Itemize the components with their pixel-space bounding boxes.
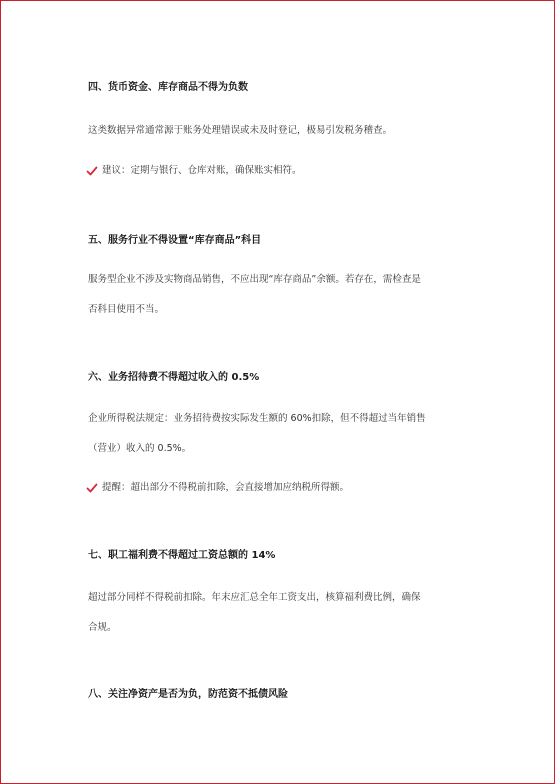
section-4-body — [88, 116, 488, 146]
note-text: 建议：定期与银行、仓库对账，确保账实相符。 — [102, 165, 302, 176]
section-5-body — [88, 265, 488, 325]
section-6-body — [88, 404, 488, 464]
section-heading: 六、业务招待费不得超过收入的 0.5% — [88, 372, 260, 383]
paragraph-line: （营业）收入的 0.5%。 — [88, 443, 192, 454]
paragraph-line: 超过部分同样不得税前扣除。年末应汇总全年工资支出，核算福利费比例，确保 — [88, 592, 421, 603]
section-6-note — [88, 481, 488, 495]
section-7-body — [88, 583, 488, 643]
check-icon — [86, 482, 98, 494]
section-4 — [88, 81, 488, 95]
paragraph: 这类数据异常通常源于账务处理错误或未及时登记，极易引发税务稽查。 — [88, 125, 393, 136]
section-4-note — [88, 164, 488, 178]
section-6 — [88, 371, 488, 385]
section-7 — [88, 549, 488, 563]
paragraph-line: 合规。 — [88, 622, 117, 633]
section-heading: 七、职工福利费不得超过工资总额的 14% — [88, 550, 276, 561]
paragraph-line: 企业所得税法规定：业务招待费按实际发生额的 60%扣除，但不得超过当年销售 — [88, 413, 426, 424]
note-text: 提醒：超出部分不得税前扣除，会直接增加应纳税所得额。 — [102, 482, 350, 493]
check-icon — [86, 165, 98, 177]
paragraph-line: 服务型企业不涉及实物商品销售，不应出现“库存商品”余额。若存在，需检查是 — [88, 274, 421, 285]
section-5 — [88, 234, 488, 248]
section-heading: 四、货币资金、库存商品不得为负数 — [88, 82, 248, 93]
reminder-note — [88, 481, 488, 495]
section-8 — [88, 688, 488, 702]
section-heading: 八、关注净资产是否为负，防范资不抵债风险 — [88, 689, 288, 700]
section-heading: 五、服务行业不得设置“库存商品”科目 — [88, 235, 262, 246]
suggestion-note — [88, 164, 488, 178]
paragraph-line: 否科目使用不当。 — [88, 304, 165, 315]
